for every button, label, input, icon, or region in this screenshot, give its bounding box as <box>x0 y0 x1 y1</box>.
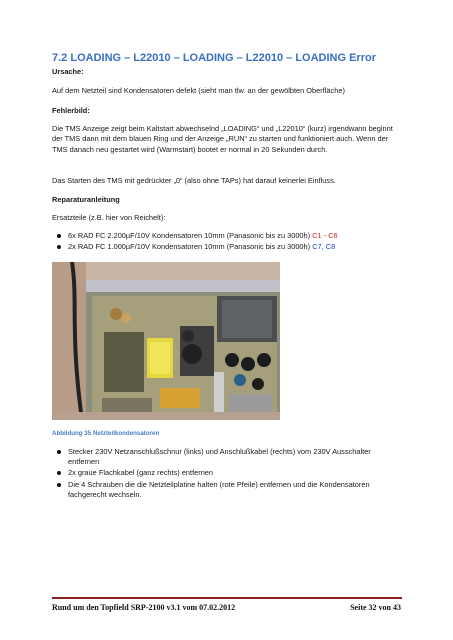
part-text: 6x RAD FC 2.200µF/10V Kondensatoren 10mm (Panasonic bis zu 3000h) <box>68 231 311 240</box>
bullet-icon <box>57 471 61 475</box>
step-item-1 <box>68 447 398 468</box>
section-heading: 7.2 LOADING – L22010 – LOADING – L22010 – LOADING Error <box>52 52 376 64</box>
step-item-3 <box>68 480 398 501</box>
ursache-text: Auf dem Netzteil sind Kondensatoren defekt (sieht man tlw. an der gewölbten Oberfläche) <box>52 86 345 95</box>
part-text: 2x RAD FC 1.000µF/10V Kondensatoren 10mm (Panasonic bis zu 3000h) <box>68 242 311 251</box>
bullet-icon <box>57 234 61 238</box>
fehlerbild-label: Fehlerbild: <box>52 106 90 115</box>
power-supply-board-illustration <box>52 262 280 420</box>
figure-caption: Abbildung 35 Netzteilkondensatoren <box>52 430 160 437</box>
starten-text: Das Starten des TMS mit gedrückter „0“ (also ohne TAPs) hat darauf keinerlei Einfluss. <box>52 176 336 185</box>
bullet-icon <box>57 245 61 249</box>
ursache-label: Ursache: <box>52 67 84 76</box>
footer-divider <box>52 597 402 599</box>
page-number: Seite 32 von 43 <box>350 603 401 612</box>
bullet-icon <box>57 483 61 487</box>
step-text: Stecker 230V Netzanschlußschnur (links) und Anschlußkabel (rechts) vom 230V Ausschalter entfernen <box>68 447 371 467</box>
step-text: Die 4 Schrauben die die Netzteilplatine halten (rote Pfeile) entfernen und die Kondensatoren fachgerecht wechseln. <box>68 480 370 500</box>
step-item-2 <box>68 468 398 478</box>
part-ref: C1 - C6 <box>312 231 338 240</box>
step-text: 2x graue Flachkabel (ganz rechts) entfernen <box>68 468 214 477</box>
part-item-2 <box>68 242 398 252</box>
footer-title: Rund um den Topfield SRP-2100 v3.1 vom 07.02.2012 <box>52 603 236 612</box>
part-ref: C7, C8 <box>312 242 336 251</box>
power-supply-photo <box>52 262 280 420</box>
bullet-icon <box>57 450 61 454</box>
ersatzteile-text: Ersatzteile (z.B. hier von Reichelt): <box>52 213 166 222</box>
fehlerbild-text: Die TMS Anzeige zeigt beim Kaltstart abwechselnd „LOADING“ und „L22010“ (kurz) irgendwann beginnt der TMS dann mit dem blauen Ring und der Anzeige „RUN“ zu starten und funktioniert auch. Wenn der TMS danach neu gestartet wird (Warmstart) bootet er normal in 20 Sekunden durch. <box>52 124 393 154</box>
part-item-1 <box>68 231 398 241</box>
reparatur-label: Reparaturanleitung <box>52 195 120 204</box>
